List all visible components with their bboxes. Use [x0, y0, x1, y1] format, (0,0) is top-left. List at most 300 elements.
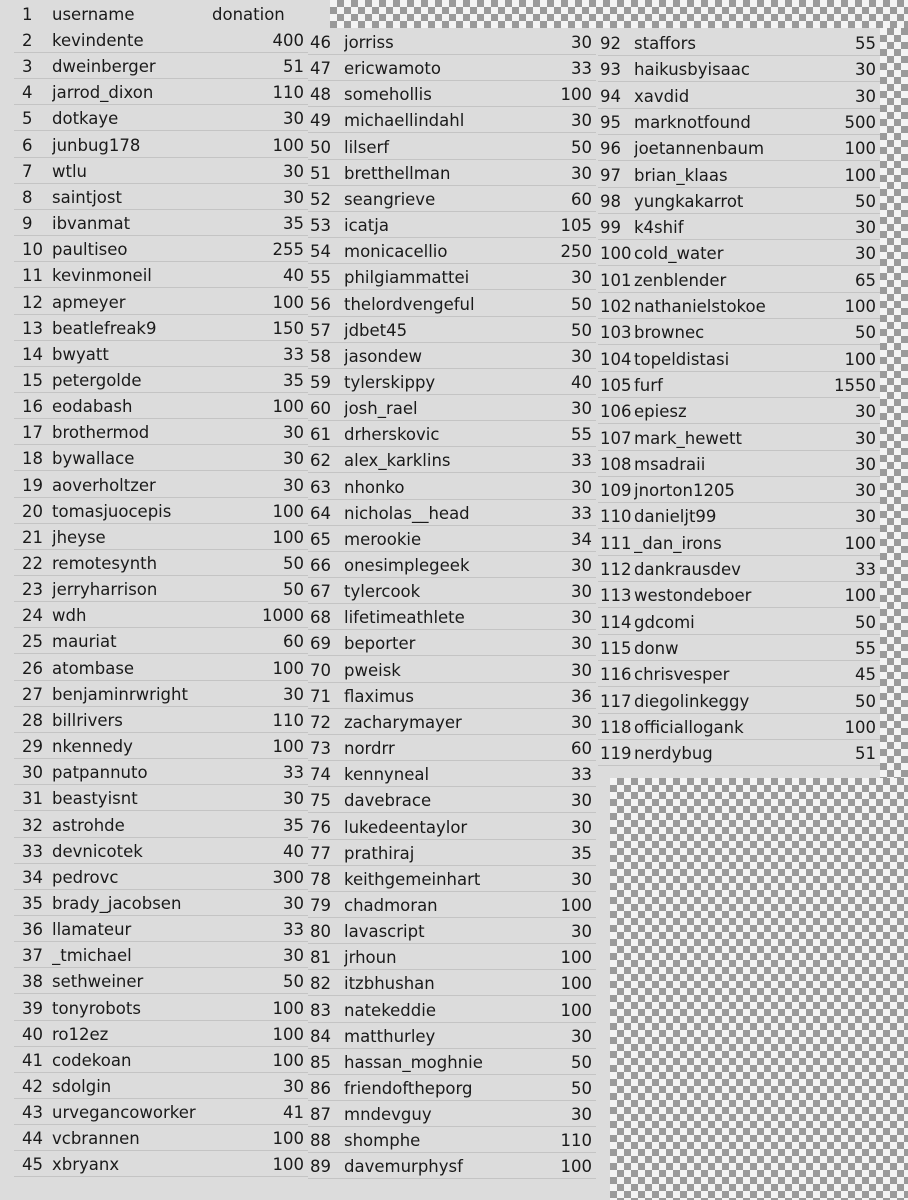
username-cell[interactable]: lilserf	[344, 137, 390, 157]
donation-cell[interactable]: 41	[283, 1103, 304, 1123]
donation-cell[interactable]: 30	[571, 477, 592, 497]
donation-cell[interactable]: 30	[571, 634, 592, 654]
username-cell[interactable]: josh_rael	[344, 399, 418, 419]
row-number[interactable]: 53	[310, 216, 331, 236]
donation-cell[interactable]: 30	[855, 402, 876, 422]
row-number[interactable]: 18	[22, 449, 43, 469]
donation-cell[interactable]: 100	[272, 737, 304, 757]
username-cell[interactable]: wtlu	[52, 161, 88, 181]
username-cell[interactable]: brady_jacobsen	[52, 893, 182, 913]
row-number[interactable]: 75	[310, 791, 331, 811]
username-cell[interactable]: dankrausdev	[634, 560, 741, 579]
row-number[interactable]: 31	[22, 789, 43, 809]
donation-cell[interactable]: 50	[571, 294, 592, 314]
username-cell[interactable]: billrivers	[52, 710, 123, 730]
row-number[interactable]: 79	[310, 895, 331, 915]
row-number[interactable]: 44	[22, 1129, 43, 1149]
donation-cell[interactable]: 30	[855, 454, 876, 474]
donation-cell[interactable]: 30	[283, 475, 304, 495]
username-cell[interactable]: xavdid	[634, 86, 690, 106]
row-number[interactable]: 23	[22, 580, 43, 600]
row-number[interactable]: 30	[22, 763, 43, 783]
donation-cell[interactable]: 30	[283, 109, 304, 129]
donation-cell[interactable]: 30	[571, 163, 592, 183]
username-cell[interactable]: aoverholtzer	[52, 475, 156, 495]
donation-cell[interactable]: 51	[855, 744, 876, 764]
username-cell[interactable]: diegolinkeggy	[634, 691, 750, 711]
row-number[interactable]: 89	[310, 1157, 331, 1177]
donation-cell[interactable]: 100	[844, 533, 876, 553]
username-cell[interactable]: nathanielstokoe	[634, 297, 766, 316]
donation-cell[interactable]: 110	[560, 1131, 592, 1151]
username-cell[interactable]: vcbrannen	[52, 1129, 140, 1149]
donation-cell[interactable]: 30	[571, 33, 592, 52]
username-cell[interactable]: topeldistasi	[634, 349, 730, 369]
row-number[interactable]: 2	[22, 31, 33, 50]
row-number[interactable]: 113	[600, 586, 632, 606]
donation-cell[interactable]: 33	[571, 765, 592, 785]
username-cell[interactable]: alex_karklins	[344, 451, 451, 471]
donation-cell[interactable]: 45	[855, 665, 876, 685]
donation-cell[interactable]: 30	[571, 346, 592, 366]
donation-cell[interactable]: 50	[855, 191, 876, 211]
donation-cell[interactable]: 50	[571, 320, 592, 340]
row-number[interactable]: 36	[22, 920, 43, 940]
row-number[interactable]: 93	[600, 60, 621, 80]
donation-cell[interactable]: 50	[855, 323, 876, 343]
row-number[interactable]: 96	[600, 139, 621, 159]
donation-cell[interactable]: 100	[272, 1024, 304, 1044]
row-number[interactable]: 81	[310, 948, 331, 968]
username-cell[interactable]: yungkakarrot	[634, 191, 744, 211]
row-number[interactable]: 97	[600, 165, 621, 185]
username-cell[interactable]: staffors	[634, 34, 697, 53]
donation-cell[interactable]: 36	[571, 686, 592, 706]
row-number[interactable]: 108	[600, 454, 632, 474]
username-cell[interactable]: philgiammattei	[344, 268, 470, 288]
row-number[interactable]: 37	[22, 946, 43, 966]
donation-cell[interactable]: 100	[272, 501, 304, 521]
row-number[interactable]: 99	[600, 218, 621, 238]
username-cell[interactable]: mndevguy	[344, 1105, 432, 1125]
username-cell[interactable]: somehollis	[344, 85, 432, 105]
username-cell[interactable]: jasondew	[344, 346, 422, 366]
username-cell[interactable]: codekoan	[52, 1050, 132, 1070]
username-cell[interactable]: icatja	[344, 216, 389, 236]
row-number[interactable]: 83	[310, 1000, 331, 1020]
donation-cell[interactable]: 30	[571, 1026, 592, 1046]
donation-cell[interactable]: 100	[844, 165, 876, 185]
username-cell[interactable]: nkennedy	[52, 737, 133, 757]
row-number[interactable]: 12	[22, 292, 43, 312]
username-cell[interactable]: kennyneal	[344, 765, 430, 785]
username-cell[interactable]: nhonko	[344, 477, 405, 497]
donation-cell[interactable]: 30	[283, 1077, 304, 1096]
donation-cell[interactable]: 30	[855, 481, 876, 501]
username-cell[interactable]: brothermod	[52, 423, 150, 443]
row-number[interactable]: 80	[310, 922, 331, 942]
row-number[interactable]: 8	[22, 187, 33, 207]
row-number[interactable]: 22	[22, 554, 43, 573]
username-cell[interactable]: marknotfound	[634, 112, 751, 132]
donation-cell[interactable]: 100	[560, 895, 592, 915]
username-cell[interactable]: prathiraj	[344, 843, 415, 863]
row-number[interactable]: 24	[22, 606, 43, 626]
row-number[interactable]: 10	[22, 240, 43, 260]
row-number[interactable]: 104	[600, 349, 632, 369]
username-cell[interactable]: jorriss	[344, 33, 394, 52]
username-cell[interactable]: ro12ez	[52, 1024, 109, 1044]
row-number[interactable]: 56	[310, 294, 331, 314]
row-number[interactable]: 115	[600, 638, 632, 658]
donation-cell[interactable]: 51	[283, 57, 304, 77]
row-number[interactable]: 64	[310, 503, 331, 523]
row-number[interactable]: 3	[22, 57, 33, 77]
row-number[interactable]: 16	[22, 397, 43, 417]
username-cell[interactable]: benjaminrwright	[52, 684, 188, 704]
donation-cell[interactable]: 30	[855, 218, 876, 238]
username-cell[interactable]: nordrr	[344, 739, 395, 759]
donation-cell[interactable]: 100	[844, 297, 876, 316]
username-cell[interactable]: danieljt99	[634, 507, 717, 527]
row-number[interactable]: 74	[310, 765, 331, 785]
row-number[interactable]: 107	[600, 428, 632, 448]
username-cell[interactable]: chrisvesper	[634, 665, 730, 685]
row-number[interactable]: 19	[22, 475, 43, 495]
username-cell[interactable]: jrhoun	[344, 948, 397, 968]
row-number[interactable]: 106	[600, 402, 632, 422]
username-cell[interactable]: remotesynth	[52, 554, 158, 573]
row-number[interactable]: 76	[310, 817, 331, 837]
donation-cell[interactable]: 50	[855, 612, 876, 632]
donation-cell[interactable]: 30	[855, 428, 876, 448]
row-number[interactable]: 43	[22, 1103, 43, 1123]
username-cell[interactable]: joetannenbaum	[634, 139, 765, 159]
row-number[interactable]: 7	[22, 161, 33, 181]
row-number[interactable]: 78	[310, 869, 331, 889]
donation-cell[interactable]: 30	[571, 556, 592, 575]
username-cell[interactable]: astrohde	[52, 815, 125, 835]
username-cell[interactable]: beporter	[344, 634, 416, 654]
username-cell[interactable]: pweisk	[344, 660, 401, 680]
donation-cell[interactable]: 60	[571, 189, 592, 209]
row-number[interactable]: 55	[310, 268, 331, 288]
username-cell[interactable]: davebrace	[344, 791, 432, 811]
row-number[interactable]: 25	[22, 632, 43, 652]
username-cell[interactable]: friendoftheporg	[344, 1079, 473, 1098]
username-cell[interactable]: davemurphysf	[344, 1157, 463, 1177]
row-number[interactable]: 82	[310, 974, 331, 994]
username-cell[interactable]: petergolde	[52, 370, 142, 390]
row-number[interactable]: 20	[22, 501, 43, 521]
row-number[interactable]: 105	[600, 375, 632, 395]
donation-cell[interactable]: 30	[571, 869, 592, 889]
donation-cell[interactable]: 30	[283, 423, 304, 443]
row-number[interactable]: 77	[310, 843, 331, 863]
username-cell[interactable]: tylercook	[344, 582, 421, 602]
row-number[interactable]: 11	[22, 266, 43, 286]
username-cell[interactable]: _dan_irons	[634, 533, 722, 553]
donation-cell[interactable]: 35	[283, 815, 304, 835]
username-cell[interactable]: devnicotek	[52, 841, 143, 861]
username-cell[interactable]: drherskovic	[344, 425, 440, 445]
row-number[interactable]: 46	[310, 33, 331, 52]
row-number[interactable]: 33	[22, 841, 43, 861]
donation-cell[interactable]: 33	[283, 763, 304, 783]
donation-cell[interactable]: 30	[571, 922, 592, 942]
donation-cell[interactable]: 100	[560, 1000, 592, 1020]
username-cell[interactable]: thelordvengeful	[344, 294, 475, 314]
donation-cell[interactable]: 100	[272, 658, 304, 678]
username-cell[interactable]: bretthellman	[344, 163, 451, 183]
row-number[interactable]: 13	[22, 318, 43, 338]
row-number[interactable]: 6	[22, 135, 33, 155]
row-number[interactable]: 63	[310, 477, 331, 497]
donation-cell[interactable]: 30	[571, 608, 592, 628]
username-cell[interactable]: kevindente	[52, 31, 144, 50]
row-number[interactable]: 94	[600, 86, 621, 106]
row-number[interactable]: 102	[600, 297, 632, 316]
donation-cell[interactable]: 30	[571, 399, 592, 419]
username-cell[interactable]: brian_klaas	[634, 165, 728, 185]
row-number[interactable]: 110	[600, 507, 632, 527]
row-number[interactable]: 116	[600, 665, 632, 685]
donation-cell[interactable]: 400	[272, 31, 304, 50]
donation-cell[interactable]: 100	[272, 1129, 304, 1149]
row-number[interactable]: 28	[22, 710, 43, 730]
donation-cell[interactable]: 100	[272, 397, 304, 417]
row-number[interactable]: 71	[310, 686, 331, 706]
donation-cell[interactable]: 100	[560, 974, 592, 994]
row-number[interactable]: 103	[600, 323, 632, 343]
donation-cell[interactable]: 33	[571, 451, 592, 471]
username-cell[interactable]: nerdybug	[634, 744, 713, 764]
donation-cell[interactable]: 100	[272, 998, 304, 1018]
username-cell[interactable]: k4shif	[634, 218, 684, 238]
donation-cell[interactable]: 100	[844, 717, 876, 737]
username-cell[interactable]: bwyatt	[52, 344, 109, 364]
donation-cell[interactable]: 30	[571, 660, 592, 680]
username-cell[interactable]: sdolgin	[52, 1077, 112, 1096]
username-cell[interactable]: nicholas__head	[344, 503, 470, 523]
username-cell[interactable]: kevinmoneil	[52, 266, 152, 286]
donation-cell[interactable]: 100	[272, 1050, 304, 1070]
username-cell[interactable]: llamateur	[52, 920, 132, 940]
row-number[interactable]: 69	[310, 634, 331, 654]
donation-cell[interactable]: 30	[571, 791, 592, 811]
username-cell[interactable]: pedrovc	[52, 867, 119, 887]
donation-cell[interactable]: 35	[283, 370, 304, 390]
row-number[interactable]: 27	[22, 684, 43, 704]
row-number[interactable]: 109	[600, 481, 632, 501]
donation-cell[interactable]: 250	[560, 242, 592, 262]
username-cell[interactable]: epiesz	[634, 402, 687, 422]
row-number[interactable]: 39	[22, 998, 43, 1018]
donation-cell[interactable]: 33	[855, 560, 876, 579]
row-number[interactable]: 59	[310, 372, 331, 392]
username-cell[interactable]: patpannuto	[52, 763, 148, 783]
username-cell[interactable]: zenblender	[634, 270, 727, 290]
username-cell[interactable]: shomphe	[344, 1131, 421, 1151]
username-cell[interactable]: zacharymayer	[344, 712, 462, 732]
username-cell[interactable]: ericwamoto	[344, 59, 441, 79]
username-cell[interactable]: apmeyer	[52, 292, 126, 312]
donation-cell[interactable]: 55	[571, 425, 592, 445]
username-cell[interactable]: matthurley	[344, 1026, 436, 1046]
username-cell[interactable]: saintjost	[52, 187, 122, 207]
donation-cell[interactable]: 100	[844, 349, 876, 369]
donation-cell[interactable]: 65	[855, 270, 876, 290]
donation-cell[interactable]: 100	[560, 85, 592, 105]
row-number[interactable]: 49	[310, 111, 331, 131]
row-number[interactable]: 32	[22, 815, 43, 835]
username-cell[interactable]: donw	[634, 638, 679, 658]
donation-cell[interactable]: 34	[571, 529, 592, 549]
donation-cell[interactable]: 30	[283, 893, 304, 913]
donation-cell[interactable]: 100	[844, 139, 876, 159]
username-cell[interactable]: lavascript	[344, 922, 425, 942]
row-number[interactable]: 51	[310, 163, 331, 183]
username-cell[interactable]: atombase	[52, 658, 135, 678]
donation-cell[interactable]: 30	[571, 111, 592, 131]
donation-cell[interactable]: 100	[272, 135, 304, 155]
row-number[interactable]: 92	[600, 34, 621, 53]
donation-cell[interactable]: 40	[571, 372, 592, 392]
row-number[interactable]: 119	[600, 744, 632, 764]
username-cell[interactable]: lifetimeathlete	[344, 608, 465, 628]
donation-cell[interactable]: 150	[272, 318, 304, 338]
row-number[interactable]: 60	[310, 399, 331, 419]
row-number[interactable]: 114	[600, 612, 632, 632]
donation-cell[interactable]: 100	[560, 1157, 592, 1177]
donation-cell[interactable]: 50	[571, 137, 592, 157]
username-cell[interactable]: xbryanx	[52, 1155, 120, 1175]
donation-cell[interactable]: 40	[283, 266, 304, 286]
row-number[interactable]: 4	[22, 83, 33, 103]
donation-cell[interactable]: 35	[283, 214, 304, 234]
username-cell[interactable]: furf	[634, 375, 663, 395]
donation-cell[interactable]: 60	[283, 632, 304, 652]
username-cell[interactable]: paultiseo	[52, 240, 128, 260]
donation-cell[interactable]: 35	[571, 843, 592, 863]
username-cell[interactable]: jerryharrison	[52, 580, 158, 600]
donation-cell[interactable]: 55	[855, 638, 876, 658]
username-cell[interactable]: flaximus	[344, 686, 414, 706]
username-cell[interactable]: itzbhushan	[344, 974, 435, 994]
row-number[interactable]: 34	[22, 867, 43, 887]
donation-cell[interactable]: 100	[560, 948, 592, 968]
row-number[interactable]: 67	[310, 582, 331, 602]
username-cell[interactable]: gdcomi	[634, 612, 695, 632]
donation-cell[interactable]: 110	[272, 710, 304, 730]
row-number[interactable]: 73	[310, 739, 331, 759]
row-number[interactable]: 40	[22, 1024, 43, 1044]
row-number[interactable]: 88	[310, 1131, 331, 1151]
username-cell[interactable]: beastyisnt	[52, 789, 138, 809]
donation-cell[interactable]: 30	[283, 684, 304, 704]
row-number[interactable]: 70	[310, 660, 331, 680]
donation-cell[interactable]: 30	[283, 449, 304, 469]
username-cell[interactable]: tomasjuocepis	[52, 501, 172, 521]
username-cell[interactable]: dotkaye	[52, 109, 119, 129]
row-number[interactable]: 45	[22, 1155, 43, 1175]
row-number[interactable]: 14	[22, 344, 43, 364]
donation-cell[interactable]: 100	[272, 292, 304, 312]
donation-cell[interactable]: 30	[283, 789, 304, 809]
donation-cell[interactable]: 300	[272, 867, 304, 887]
row-number[interactable]: 54	[310, 242, 331, 262]
row-number[interactable]: 86	[310, 1079, 331, 1098]
donation-cell[interactable]: 60	[571, 739, 592, 759]
username-cell[interactable]: tonyrobots	[52, 998, 141, 1018]
username-cell[interactable]: westondeboer	[634, 586, 752, 606]
row-number[interactable]: 95	[600, 112, 621, 132]
username-cell[interactable]: urvegancoworker	[52, 1103, 196, 1123]
donation-cell[interactable]: 100	[272, 527, 304, 547]
donation-cell[interactable]: 30	[855, 60, 876, 80]
donation-cell[interactable]: 50	[855, 691, 876, 711]
row-number[interactable]: 9	[22, 214, 33, 234]
username-cell[interactable]: dweinberger	[52, 57, 156, 77]
row-number[interactable]: 47	[310, 59, 331, 79]
donation-cell[interactable]: 55	[855, 34, 876, 53]
username-cell[interactable]: natekeddie	[344, 1000, 436, 1020]
row-number[interactable]: 35	[22, 893, 43, 913]
username-cell[interactable]: hassan_moghnie	[344, 1052, 483, 1072]
donation-cell[interactable]: 30	[571, 582, 592, 602]
username-cell[interactable]: jdbet45	[344, 320, 408, 340]
username-cell[interactable]: seangrieve	[344, 189, 436, 209]
row-number[interactable]: 26	[22, 658, 43, 678]
row-number[interactable]: 15	[22, 370, 43, 390]
row-number[interactable]: 42	[22, 1077, 43, 1096]
donation-cell[interactable]: 33	[283, 344, 304, 364]
donation-cell[interactable]: 1550	[834, 375, 876, 395]
username-cell[interactable]: jnorton1205	[634, 481, 735, 501]
username-cell[interactable]: jarrod_dixon	[52, 83, 154, 103]
row-number[interactable]: 111	[600, 533, 632, 553]
username-cell[interactable]: beatlefreak9	[52, 318, 157, 338]
username-cell[interactable]: haikusbyisaac	[634, 60, 750, 80]
username-cell[interactable]: sethweiner	[52, 972, 144, 992]
donation-cell[interactable]: 33	[571, 503, 592, 523]
username-cell[interactable]: junbug178	[52, 135, 141, 155]
row-number[interactable]: 17	[22, 423, 43, 443]
donation-cell[interactable]: 100	[272, 1155, 304, 1175]
donation-cell[interactable]: 30	[283, 161, 304, 181]
donation-cell[interactable]: 50	[571, 1079, 592, 1098]
row-number[interactable]: 52	[310, 189, 331, 209]
row-number[interactable]: 65	[310, 529, 331, 549]
username-cell[interactable]: michaellindahl	[344, 111, 465, 131]
donation-cell[interactable]: 30	[283, 946, 304, 966]
row-number[interactable]: 66	[310, 556, 331, 575]
row-number[interactable]: 61	[310, 425, 331, 445]
username-cell[interactable]: tylerskippy	[344, 372, 436, 392]
donation-cell[interactable]: 1000	[262, 606, 304, 626]
row-number[interactable]: 87	[310, 1105, 331, 1125]
username-cell[interactable]: monicacellio	[344, 242, 448, 262]
username-cell[interactable]: cold_water	[634, 244, 724, 264]
row-number[interactable]: 118	[600, 717, 632, 737]
username-cell[interactable]: keithgemeinhart	[344, 869, 481, 889]
username-cell[interactable]: eodabash	[52, 397, 133, 417]
row-number[interactable]: 85	[310, 1052, 331, 1072]
row-number[interactable]: 5	[22, 109, 33, 129]
donation-cell[interactable]: 33	[283, 920, 304, 940]
donation-cell[interactable]: 105	[560, 216, 592, 236]
username-cell[interactable]: wdh	[52, 606, 87, 626]
